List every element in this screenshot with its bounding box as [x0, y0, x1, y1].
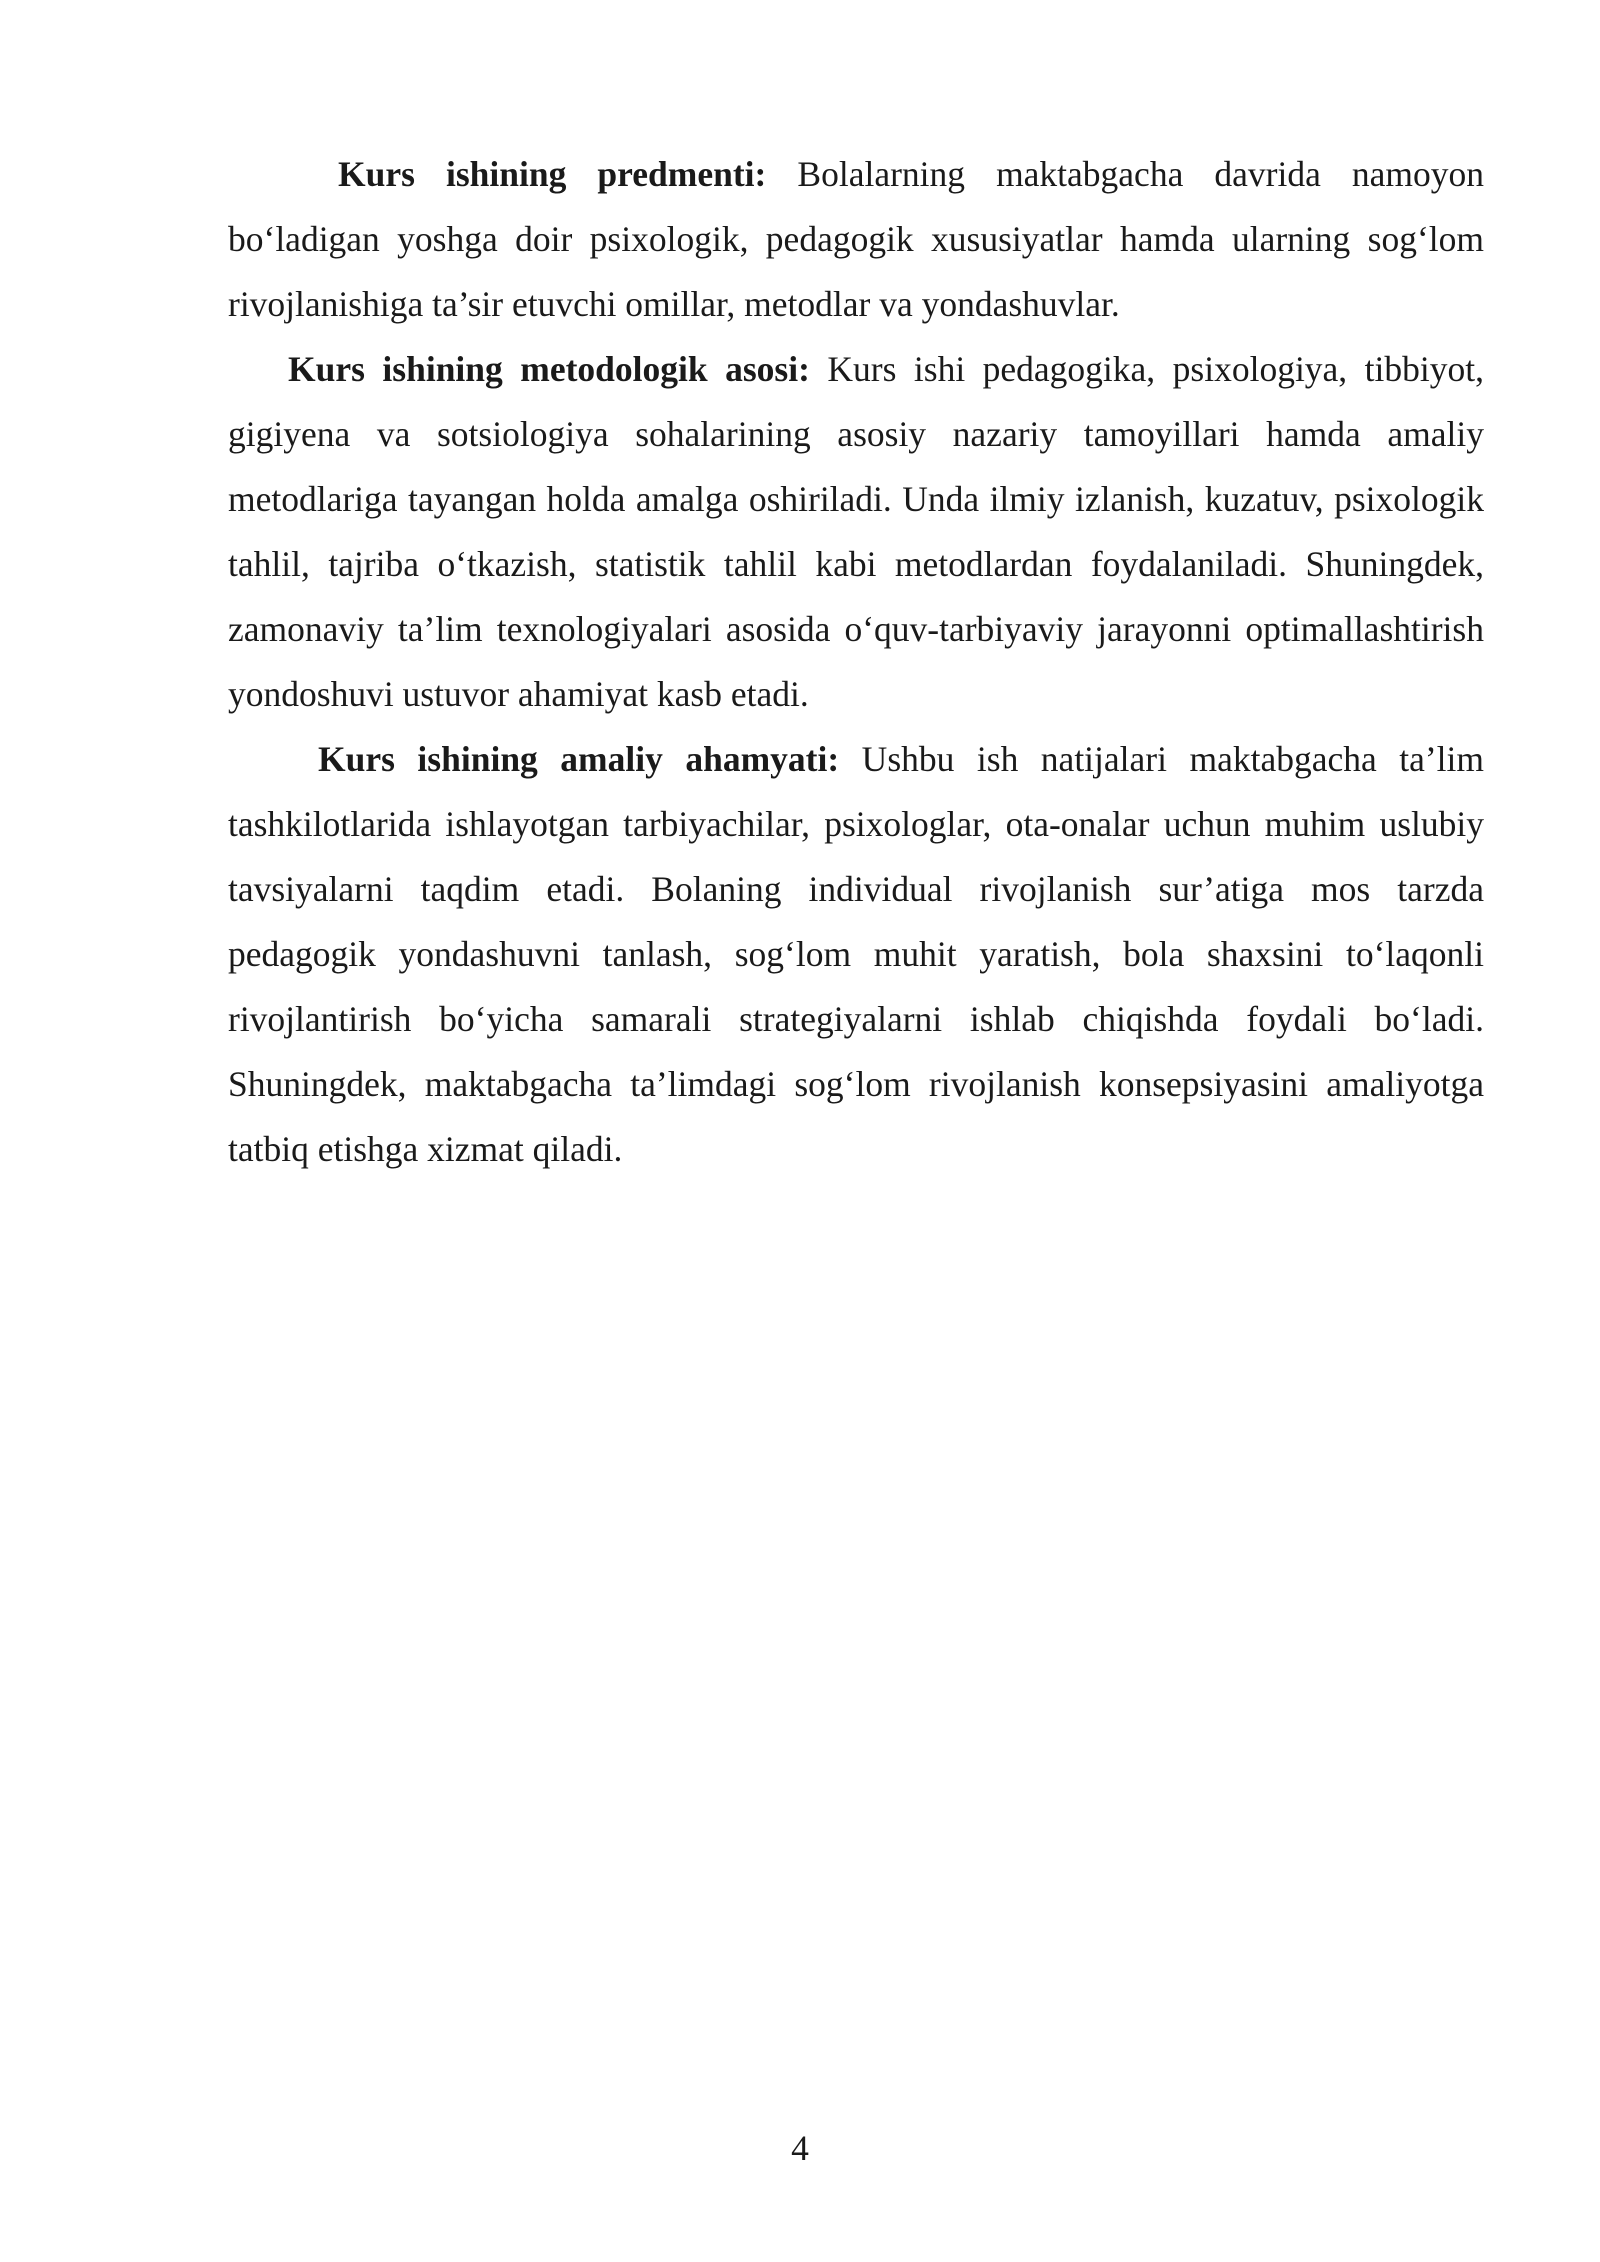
page-number: 4 [791, 2128, 809, 2168]
page-content [228, 142, 1484, 1182]
paragraph-subject-text: Bolalarning maktabgacha davrida namoyon bo‘ladigan yoshga doir psixologik, pedagogik xususiyatlar hamda ularning sog‘lom rivojlanishiga ta’sir etuvchi omillar, metodlar va yondashuvlar. [228, 154, 1484, 324]
paragraph-methodology-text: Kurs ishi pedagogika, psixologiya, tibbiyot, gigiyena va sotsiologiya sohalarining asosiy nazariy tamoyillari hamda amaliy metodlariga tayangan holda amalga oshiriladi. Unda ilmiy izlanish, kuzatuv, psixologik tahlil, tajriba o‘tkazish, statistik tahlil kabi metodlardan foydalaniladi. Shuningdek, zamonaviy ta’lim texnologiyalari asosida o‘quv-tarbiyaviy jarayonni optimallashtirish yondoshuvi ustuvor ahamiyat kasb etadi. [228, 349, 1484, 714]
paragraph-practical-significance [228, 727, 1484, 1182]
paragraph-practical-significance-text: Ushbu ish natijalari maktabgacha ta’lim tashkilotlarida ishlayotgan tarbiyachilar, psixologlar, ota-onalar uchun muhim uslubiy tavsiyalarni taqdim etadi. Bolaning individual rivojlanish sur’atiga mos tarzda pedagogik yondashuvni tanlash, sog‘lom muhit yaratish, bola shaxsini to‘laqonli rivojlantirish bo‘yicha samarali strategiyalarni ishlab chiqishda foydali bo‘ladi. Shuningdek, maktabgacha ta’limdagi sog‘lom rivojlanish konsepsiyasini amaliyotga tatbiq etishga xizmat qiladi. [228, 739, 1485, 1169]
paragraph-practical-significance-heading: Kurs ishining amaliy ahamyati: [318, 739, 840, 779]
paragraph-methodology [228, 337, 1484, 727]
paragraph-methodology-heading: Kurs ishining metodologik asosi: [288, 349, 810, 389]
paragraph-subject [228, 142, 1484, 337]
paragraph-subject-heading: Kurs ishining predmenti: [338, 154, 767, 194]
